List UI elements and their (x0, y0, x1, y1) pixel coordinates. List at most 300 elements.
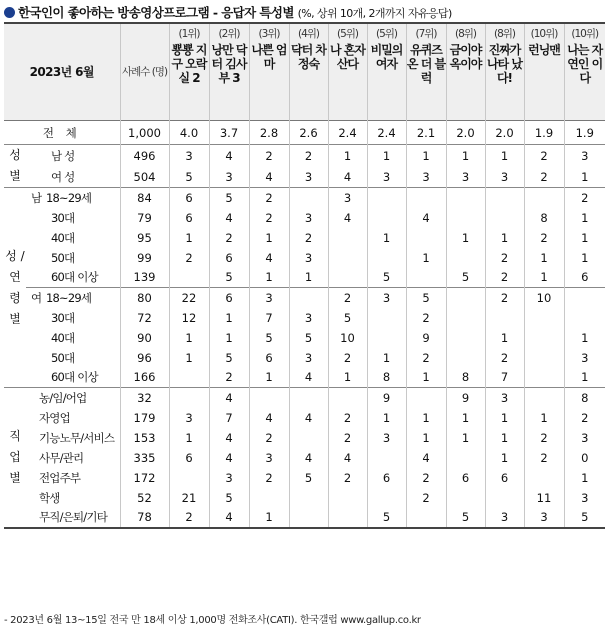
value-cell: 6 (367, 468, 406, 488)
value-cell: 2 (328, 288, 367, 308)
value-cell: 3 (289, 308, 328, 328)
value-cell (446, 348, 485, 368)
value-cell: 2 (564, 188, 605, 208)
column-header: (8위) 금이야 옥이야 (446, 23, 485, 121)
table-row (4, 208, 605, 228)
value-cell: 2 (406, 488, 446, 508)
value-cell: 1 (169, 428, 209, 448)
row-label-text: 남 성 (51, 148, 75, 163)
row-label-text: 40대 (51, 330, 75, 345)
sample-size-cell: 99 (120, 248, 169, 268)
value-cell: 2 (169, 248, 209, 268)
value-cell: 2 (485, 248, 524, 268)
value-cell (328, 508, 367, 528)
value-cell: 1 (169, 328, 209, 348)
value-cell: 3 (289, 248, 328, 268)
value-cell: 2.4 (328, 121, 367, 145)
value-cell (446, 288, 485, 308)
value-cell: 2.6 (289, 121, 328, 145)
value-cell: 2 (289, 228, 328, 248)
value-cell: 2 (485, 348, 524, 368)
value-cell (367, 488, 406, 508)
row-label (26, 188, 120, 208)
value-cell: 5 (446, 268, 485, 288)
value-cell: 1 (524, 408, 564, 428)
value-cell: 4 (289, 368, 328, 388)
value-cell (446, 188, 485, 208)
value-cell: 4 (249, 166, 289, 188)
value-cell (169, 268, 209, 288)
value-cell (524, 328, 564, 348)
value-cell: 10 (524, 288, 564, 308)
value-cell: 1 (564, 368, 605, 388)
value-cell: 1 (249, 368, 289, 388)
group-label: 성 별 (9, 148, 21, 183)
value-cell: 4 (209, 145, 249, 167)
row-label-text: 40대 (51, 230, 75, 245)
value-cell (564, 308, 605, 328)
value-cell: 1 (367, 228, 406, 248)
row-label (26, 208, 120, 228)
row-label-text: 30대 (51, 310, 75, 325)
value-cell: 2 (564, 408, 605, 428)
sample-size-cell: 90 (120, 328, 169, 348)
sample-size-cell: 335 (120, 448, 169, 468)
value-cell: 3 (485, 166, 524, 188)
value-cell: 2.0 (446, 121, 485, 145)
value-cell: 1 (328, 145, 367, 167)
sample-size-header: 사례수 (명) (120, 23, 169, 121)
value-cell: 3 (564, 145, 605, 167)
sample-size-cell: 80 (120, 288, 169, 308)
gender-label: 남 (31, 190, 42, 205)
table-row (4, 268, 605, 288)
value-cell (524, 348, 564, 368)
column-header: (5위) 비밀의 여자 (367, 23, 406, 121)
value-cell (328, 488, 367, 508)
value-cell (169, 468, 209, 488)
value-cell: 4 (328, 166, 367, 188)
value-cell: 1 (485, 228, 524, 248)
column-header: (3위) 나쁜 엄마 (249, 23, 289, 121)
value-cell (524, 388, 564, 408)
value-cell (249, 488, 289, 508)
value-cell (289, 388, 328, 408)
value-cell: 3 (564, 348, 605, 368)
title-subtitle: (%, 상위 10개, 2개까지 자유응답) (297, 7, 452, 20)
value-cell (564, 288, 605, 308)
row-label (26, 145, 120, 167)
value-cell (249, 388, 289, 408)
row-label (26, 248, 120, 268)
value-cell (367, 448, 406, 468)
value-cell: 1 (328, 368, 367, 388)
value-cell: 1 (485, 328, 524, 348)
value-cell: 1 (367, 348, 406, 368)
value-cell: 5 (209, 268, 249, 288)
row-label-text: 30대 (51, 210, 75, 225)
column-header: (7위) 유퀴즈 온 더 블럭 (406, 23, 446, 121)
value-cell: 2.1 (406, 121, 446, 145)
value-cell: 2 (524, 448, 564, 468)
value-cell: 1 (169, 228, 209, 248)
value-cell: 1 (289, 268, 328, 288)
header-row (4, 23, 605, 121)
row-label-text: 자영업 (39, 410, 70, 425)
value-cell: 4.0 (169, 121, 209, 145)
value-cell: 2 (406, 308, 446, 328)
row-label-text: 60대 이상 (51, 270, 98, 285)
value-cell: 3 (328, 188, 367, 208)
value-cell: 4 (209, 428, 249, 448)
value-cell: 1 (524, 268, 564, 288)
value-cell: 1 (564, 248, 605, 268)
table-row (4, 488, 605, 508)
page-title (4, 3, 452, 21)
table-row (4, 248, 605, 268)
value-cell (328, 388, 367, 408)
value-cell: 2.4 (367, 121, 406, 145)
value-cell: 4 (249, 248, 289, 268)
value-cell: 6 (209, 248, 249, 268)
value-cell (328, 268, 367, 288)
group-label: 직 업 별 (9, 428, 21, 485)
value-cell: 2 (328, 408, 367, 428)
period-header: 2023년 6월 (4, 23, 120, 121)
value-cell: 1 (406, 408, 446, 428)
row-label: 전 체 (42, 125, 81, 140)
value-cell: 6 (564, 268, 605, 288)
value-cell: 3 (249, 448, 289, 468)
value-cell (406, 188, 446, 208)
value-cell: 2 (524, 166, 564, 188)
value-cell: 9 (446, 388, 485, 408)
sample-size-cell: 32 (120, 388, 169, 408)
row-label (26, 448, 120, 468)
row-label (26, 328, 120, 348)
row-label-text: 학생 (39, 490, 60, 505)
value-cell: 6 (209, 288, 249, 308)
value-cell: 2 (289, 145, 328, 167)
value-cell: 1 (209, 308, 249, 328)
value-cell: 1 (564, 166, 605, 188)
value-cell: 2 (249, 468, 289, 488)
value-cell: 2 (406, 468, 446, 488)
value-cell: 1 (446, 145, 485, 167)
table-row (4, 288, 605, 308)
row-label (26, 228, 120, 248)
value-cell: 2 (524, 145, 564, 167)
value-cell: 7 (209, 408, 249, 428)
value-cell: 3 (406, 166, 446, 188)
row-label-text: 기능노무/서비스 (39, 430, 115, 445)
value-cell: 4 (328, 208, 367, 228)
row-label-text: 여 성 (51, 169, 75, 184)
row-label-text: 무직/은퇴/기타 (39, 510, 108, 524)
value-cell: 2.0 (485, 121, 524, 145)
value-cell: 5 (367, 268, 406, 288)
row-label (26, 408, 120, 428)
row-label (26, 428, 120, 448)
value-cell: 2 (209, 368, 249, 388)
value-cell: 5 (328, 308, 367, 328)
value-cell: 1 (249, 268, 289, 288)
value-cell (289, 508, 328, 528)
row-label (26, 348, 120, 368)
value-cell: 6 (169, 188, 209, 208)
table-row (4, 428, 605, 448)
row-label (26, 288, 120, 308)
value-cell: 5 (406, 288, 446, 308)
row-label (26, 308, 120, 328)
value-cell (485, 308, 524, 328)
value-cell (406, 228, 446, 248)
value-cell: 8 (446, 368, 485, 388)
value-cell (328, 228, 367, 248)
row-label-text: 18~29세 (46, 290, 92, 305)
sample-size-cell: 96 (120, 348, 169, 368)
sample-size-cell: 139 (120, 268, 169, 288)
gender-label: 여 (31, 290, 42, 305)
value-cell: 6 (169, 208, 209, 228)
value-cell (289, 288, 328, 308)
value-cell: 4 (406, 208, 446, 228)
value-cell: 3 (249, 288, 289, 308)
row-label-text: 사무/관리 (39, 450, 84, 465)
table-row (4, 368, 605, 388)
table-row (4, 448, 605, 468)
value-cell: 2 (524, 428, 564, 448)
value-cell: 3 (209, 166, 249, 188)
value-cell (446, 488, 485, 508)
value-cell: 2 (485, 288, 524, 308)
value-cell: 2 (169, 508, 209, 528)
source-note: - 2023년 6월 13~15일 전국 만 18세 이상 1,000명 전화조사(CATI). 한국갤럽 www.gallup.co.kr (4, 615, 421, 626)
value-cell: 0 (564, 448, 605, 468)
value-cell: 1 (446, 408, 485, 428)
row-label (26, 388, 120, 408)
value-cell: 1 (485, 428, 524, 448)
value-cell: 4 (249, 408, 289, 428)
column-header: (1위) 뿅뿅 지구 오락실 2 (169, 23, 209, 121)
value-cell: 3 (367, 428, 406, 448)
row-label (26, 508, 120, 528)
title-main: 한국인이 좋아하는 방송영상프로그램 - 응답자 특성별 (18, 5, 294, 20)
value-cell: 1 (524, 248, 564, 268)
value-cell: 2 (406, 348, 446, 368)
value-cell: 2 (328, 428, 367, 448)
value-cell: 8 (524, 208, 564, 228)
value-cell: 1 (169, 348, 209, 368)
value-cell: 4 (406, 448, 446, 468)
value-cell: 1 (446, 228, 485, 248)
row-label (26, 368, 120, 388)
value-cell: 1 (446, 428, 485, 448)
sample-size-cell: 84 (120, 188, 169, 208)
table-row (4, 308, 605, 328)
value-cell: 3.7 (209, 121, 249, 145)
table-row (4, 145, 605, 167)
value-cell: 10 (328, 328, 367, 348)
value-cell: 9 (406, 328, 446, 348)
value-cell (367, 308, 406, 328)
bullet-icon (4, 7, 15, 18)
value-cell: 5 (289, 328, 328, 348)
value-cell: 3 (446, 166, 485, 188)
value-cell: 1 (209, 328, 249, 348)
value-cell (169, 368, 209, 388)
table-row (4, 188, 605, 208)
value-cell: 3 (524, 508, 564, 528)
value-cell: 8 (367, 368, 406, 388)
value-cell: 2.8 (249, 121, 289, 145)
value-cell: 3 (289, 208, 328, 228)
value-cell: 1 (367, 145, 406, 167)
sample-size-cell: 72 (120, 308, 169, 328)
row-label (26, 468, 120, 488)
sample-size-cell: 166 (120, 368, 169, 388)
value-cell: 6 (169, 448, 209, 468)
sample-size-cell: 79 (120, 208, 169, 228)
value-cell: 3 (564, 428, 605, 448)
sample-size-cell: 496 (120, 145, 169, 167)
value-cell: 3 (367, 288, 406, 308)
value-cell: 2 (249, 208, 289, 228)
value-cell: 5 (446, 508, 485, 528)
table-row (4, 166, 605, 188)
value-cell: 3 (289, 348, 328, 368)
value-cell: 12 (169, 308, 209, 328)
value-cell: 1 (564, 328, 605, 348)
value-cell (328, 248, 367, 268)
value-cell (524, 368, 564, 388)
value-cell: 2 (249, 145, 289, 167)
sample-size-cell: 95 (120, 228, 169, 248)
sample-size-cell: 52 (120, 488, 169, 508)
row-label (26, 268, 120, 288)
row-label-text: 전업주부 (39, 470, 81, 485)
value-cell: 2 (524, 228, 564, 248)
column-header: (5위) 나 혼자 산다 (328, 23, 367, 121)
value-cell: 4 (289, 408, 328, 428)
table-row (4, 348, 605, 368)
value-cell (485, 208, 524, 228)
table-row (4, 388, 605, 408)
sample-size-cell: 153 (120, 428, 169, 448)
value-cell: 3 (289, 166, 328, 188)
value-cell: 1 (249, 508, 289, 528)
table-body (4, 121, 605, 528)
value-cell (367, 328, 406, 348)
value-cell: 21 (169, 488, 209, 508)
value-cell: 1.9 (524, 121, 564, 145)
column-header: (10위) 런닝맨 (524, 23, 564, 121)
column-header: (4위) 닥터 차정숙 (289, 23, 328, 121)
sample-size-cell: 1,000 (120, 121, 169, 145)
column-header: (8위) 진짜가 나타 났다! (485, 23, 524, 121)
value-cell: 6 (485, 468, 524, 488)
value-cell: 3 (485, 388, 524, 408)
value-cell (169, 388, 209, 408)
value-cell: 11 (524, 488, 564, 508)
value-cell: 1 (564, 468, 605, 488)
value-cell (485, 488, 524, 508)
value-cell: 3 (485, 508, 524, 528)
row-label (26, 488, 120, 508)
value-cell: 1 (367, 408, 406, 428)
value-cell: 5 (564, 508, 605, 528)
value-cell (289, 428, 328, 448)
value-cell: 1 (564, 228, 605, 248)
value-cell: 22 (169, 288, 209, 308)
value-cell: 4 (209, 208, 249, 228)
value-cell: 4 (209, 448, 249, 468)
value-cell: 4 (209, 508, 249, 528)
value-cell (446, 248, 485, 268)
value-cell: 3 (169, 145, 209, 167)
sample-size-cell: 504 (120, 166, 169, 188)
value-cell: 2 (485, 268, 524, 288)
value-cell: 4 (209, 388, 249, 408)
value-cell (446, 328, 485, 348)
table-row (4, 228, 605, 248)
value-cell: 7 (249, 308, 289, 328)
value-cell: 3 (564, 488, 605, 508)
value-cell: 6 (446, 468, 485, 488)
value-cell: 3 (367, 166, 406, 188)
group-label: 성 / 연 령 별 (5, 248, 25, 326)
value-cell: 5 (169, 166, 209, 188)
sample-size-cell: 179 (120, 408, 169, 428)
value-cell: 1 (406, 428, 446, 448)
row-label-text: 18~29세 (46, 190, 92, 205)
value-cell: 5 (289, 468, 328, 488)
value-cell: 5 (209, 488, 249, 508)
value-cell (524, 468, 564, 488)
table-row (4, 408, 605, 428)
row-label-text: 60대 이상 (51, 370, 98, 385)
value-cell: 9 (367, 388, 406, 408)
value-cell: 1 (406, 368, 446, 388)
value-cell: 5 (209, 188, 249, 208)
value-cell: 3 (209, 468, 249, 488)
value-cell: 1 (406, 248, 446, 268)
value-cell: 1 (485, 408, 524, 428)
table-row (4, 468, 605, 488)
value-cell: 1 (485, 448, 524, 468)
value-cell: 4 (289, 448, 328, 468)
row-label-text: 농/임/어업 (39, 390, 87, 405)
value-cell: 6 (249, 348, 289, 368)
value-cell (406, 268, 446, 288)
value-cell (485, 188, 524, 208)
value-cell: 2 (328, 468, 367, 488)
value-cell: 2 (328, 348, 367, 368)
sample-size-cell: 78 (120, 508, 169, 528)
row-label-text: 50대 (51, 350, 75, 365)
value-cell (446, 448, 485, 468)
value-cell (446, 308, 485, 328)
value-cell: 2 (249, 428, 289, 448)
value-cell: 8 (564, 388, 605, 408)
value-cell: 5 (367, 508, 406, 528)
value-cell (406, 388, 446, 408)
value-cell: 5 (249, 328, 289, 348)
value-cell: 3 (169, 408, 209, 428)
value-cell: 1 (406, 145, 446, 167)
value-cell (446, 208, 485, 228)
value-cell: 2 (249, 188, 289, 208)
